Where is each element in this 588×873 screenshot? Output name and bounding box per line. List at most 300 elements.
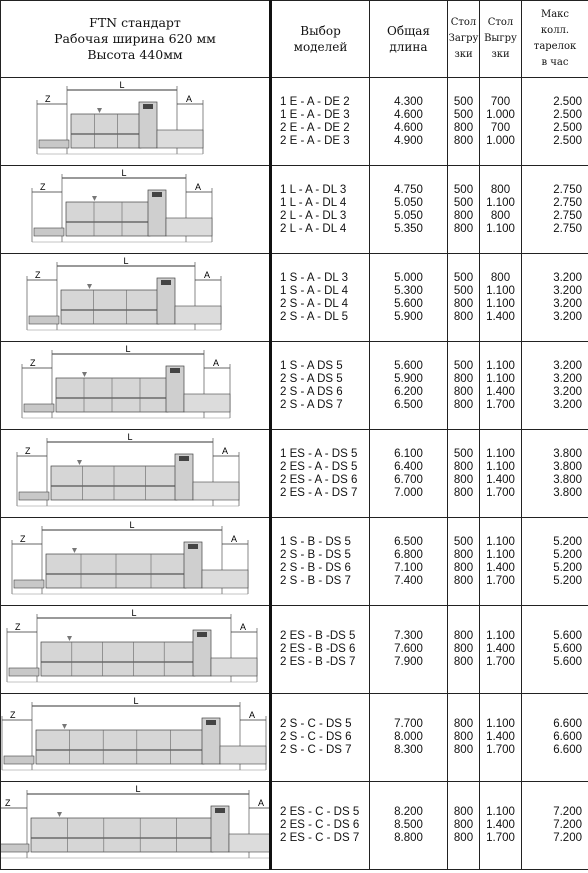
max-plates-per-hour-value: 7.200 [553, 819, 582, 831]
machine-drawing [17, 432, 239, 506]
load-table-size-value: 500 [453, 359, 474, 372]
unload-table-size-value: 800 [490, 271, 511, 284]
load-table-size-value: 800 [453, 460, 474, 473]
total-length-cell [370, 694, 448, 782]
header-load-table [448, 1, 480, 78]
machine-diagram [1, 608, 269, 692]
unload-table-size-cell [480, 694, 522, 782]
unload-table-size-value: 700 [490, 121, 511, 134]
total-length-value: 4.300 [394, 95, 423, 108]
load-table [4, 756, 34, 764]
load-table-size-value: 800 [453, 209, 474, 222]
max-plates-per-hour-value: 5.200 [553, 561, 582, 574]
machine-drawing [7, 608, 257, 682]
marker-triangle [97, 108, 102, 113]
unload-table-size-value: 800 [490, 183, 511, 196]
header-unload-line: Стол [487, 17, 514, 28]
marker-triangle [72, 548, 77, 553]
total-length-value: 6.200 [394, 385, 423, 398]
label-L: L [123, 255, 129, 266]
label-Z: Z [10, 709, 16, 720]
unload-table-size-value: 1.100 [486, 460, 515, 473]
max-plates-per-hour-value: 3.200 [553, 297, 582, 310]
max-plates-per-hour-cell [522, 430, 588, 518]
model-names-value: 2 ES - B -DS 7 [280, 656, 356, 668]
max-plates-per-hour-value: 3.200 [553, 385, 582, 398]
load-table-size-value: 500 [453, 196, 474, 209]
unload-table-size-value: 1.700 [486, 486, 515, 499]
load-table-size-cell [448, 782, 480, 870]
max-plates-per-hour-value: 2.500 [553, 134, 582, 147]
label-A: A [249, 709, 256, 720]
machine-diagram [1, 784, 269, 868]
unload-table-size-value: 1.100 [486, 222, 515, 235]
max-plates-per-hour-value: 2.500 [553, 108, 582, 121]
label-Z: Z [20, 533, 26, 544]
unload-table-size-value: 1.100 [486, 196, 515, 209]
load-table-size-value: 800 [453, 656, 474, 668]
model-names-value: 2 S - B - DS 7 [280, 574, 351, 587]
label-L: L [125, 343, 131, 354]
model-names-cell [271, 430, 370, 518]
unload-table-size-value: 1.700 [486, 832, 515, 844]
total-length-value: 6.100 [394, 447, 423, 460]
table-row [1, 342, 588, 430]
max-plates-per-hour-value: 3.800 [553, 447, 582, 460]
model-names-cell [271, 606, 370, 694]
model-names-cell [271, 78, 370, 166]
max-plates-per-hour-value: 3.200 [553, 284, 582, 297]
load-table-size-value: 800 [453, 486, 474, 499]
unload-table-size-value: 1.100 [486, 284, 515, 297]
header-max-line: тарелок [533, 41, 577, 52]
unload-table-size-cell [480, 342, 522, 430]
model-names-value: 2 E - A - DE 3 [280, 134, 350, 147]
max-plates-per-hour-cell [522, 342, 588, 430]
total-length-value: 8.200 [394, 806, 423, 818]
load-table-size-value: 800 [453, 832, 474, 844]
model-names-value: 2 S - A DS 7 [280, 398, 343, 411]
load-table-size-value: 800 [453, 398, 474, 411]
load-table-size-value: 500 [453, 183, 474, 196]
unload-table-size-cell [480, 518, 522, 606]
total-length-value: 5.300 [394, 284, 423, 297]
load-table-size-value: 800 [453, 222, 474, 235]
load-table-size-value: 800 [453, 548, 474, 561]
load-table-size-value: 800 [453, 372, 474, 385]
model-names-value: 2 S - C - DS 7 [280, 744, 352, 756]
model-names-value: 1 E - A - DE 3 [280, 108, 350, 121]
unload-table-size-value: 1.400 [486, 385, 515, 398]
model-names-value: 2 S - A DS 5 [280, 372, 343, 385]
total-length-value: 7.000 [394, 486, 423, 499]
max-plates-per-hour-value: 7.200 [553, 832, 582, 844]
load-table-size-cell [448, 342, 480, 430]
header-load-line: зки [454, 49, 473, 60]
model-names-value: 2 S - A - DL 4 [280, 297, 348, 310]
table-body [1, 78, 588, 870]
model-names-value: 2 ES - C - DS 6 [280, 819, 360, 831]
load-table-size-value: 800 [453, 643, 474, 655]
load-table-size-value: 800 [453, 630, 474, 642]
unload-table [211, 658, 257, 676]
model-names-value: 2 ES - C - DS 5 [280, 806, 360, 818]
model-names-value: 1 S - A DS 5 [280, 359, 343, 372]
label-L: L [119, 79, 125, 90]
label-A: A [240, 621, 247, 632]
load-table-size-value: 800 [453, 385, 474, 398]
model-names-value: 2 S - C - DS 5 [280, 718, 352, 730]
total-length-value: 7.100 [394, 561, 423, 574]
unload-table-size-value: 1.400 [486, 473, 515, 486]
header-length [370, 1, 448, 78]
header-unload-line: зки [491, 49, 510, 60]
total-length-cell [370, 166, 448, 254]
table-row [1, 254, 588, 342]
max-plates-per-hour-value: 2.750 [553, 209, 582, 222]
model-names-cell [271, 694, 370, 782]
total-length-cell [370, 518, 448, 606]
load-table [14, 580, 44, 588]
unload-table-size-value: 1.400 [486, 819, 515, 831]
total-length-value: 6.800 [394, 548, 423, 561]
machine-diagram [1, 168, 269, 252]
load-table [19, 492, 49, 500]
model-names-value: 1 S - A - DL 4 [280, 284, 348, 297]
load-table-size-cell [448, 694, 480, 782]
load-table-size-cell [448, 166, 480, 254]
total-length-value: 6.400 [394, 460, 423, 473]
unload-table-size-value: 1.700 [486, 656, 515, 668]
max-plates-per-hour-value: 6.600 [553, 731, 582, 743]
header-length-line: длина [389, 40, 428, 54]
label-L: L [133, 695, 139, 706]
machine-diagram-cell [1, 166, 271, 254]
machine-drawing [2, 696, 266, 770]
unload-table-size-value: 1.100 [486, 806, 515, 818]
unload-table-size-value: 1.000 [486, 134, 515, 147]
total-length-value: 5.050 [394, 196, 423, 209]
load-table-size-value: 500 [453, 271, 474, 284]
total-length-value: 5.900 [394, 372, 423, 385]
max-plates-per-hour-value: 3.800 [553, 473, 582, 486]
unload-table-size-value: 1.100 [486, 535, 515, 548]
unload-table-size-value: 1.100 [486, 630, 515, 642]
total-length-value: 7.300 [394, 630, 423, 642]
max-plates-per-hour-value: 5.600 [553, 643, 582, 655]
marker-triangle [57, 812, 62, 817]
header-row [1, 1, 588, 78]
unload-table-size-value: 1.700 [486, 398, 515, 411]
unload-table-size-value: 800 [490, 209, 511, 222]
machine-diagram [1, 520, 269, 604]
model-names-value: 2 L - A - DL 3 [280, 209, 347, 222]
machine-body [61, 290, 159, 324]
unload-table-size-value: 700 [490, 95, 511, 108]
label-A: A [195, 181, 202, 192]
marker-triangle [82, 372, 87, 377]
model-names-value: 2 ES - A - DS 5 [280, 460, 358, 473]
max-plates-per-hour-value: 3.200 [553, 359, 582, 372]
model-names-value: 2 ES - C - DS 7 [280, 832, 360, 844]
machine-diagram-cell [1, 78, 271, 166]
load-table-size-cell [448, 518, 480, 606]
machine-diagram-cell [1, 782, 271, 870]
marker-triangle [92, 196, 97, 201]
header-title [1, 1, 271, 78]
load-table-size-value: 800 [453, 561, 474, 574]
max-plates-per-hour-value: 3.800 [553, 460, 582, 473]
table-row [1, 694, 588, 782]
total-length-value: 5.350 [394, 222, 423, 235]
load-table-size-value: 800 [453, 473, 474, 486]
table-row [1, 606, 588, 694]
total-length-cell [370, 254, 448, 342]
model-names-value: 2 S - C - DS 6 [280, 731, 352, 743]
header-unload-line: Выгру [484, 33, 517, 44]
load-table-size-value: 800 [453, 731, 474, 743]
label-A: A [186, 93, 193, 104]
model-names-value: 1 L - A - DL 4 [280, 196, 347, 209]
machine-drawing [22, 344, 230, 418]
unload-table-size-value: 1.000 [486, 108, 515, 121]
total-length-value: 6.500 [394, 398, 423, 411]
unload-table [193, 482, 239, 500]
control-panel [206, 720, 216, 725]
table-row [1, 166, 588, 254]
total-length-value: 7.400 [394, 574, 423, 587]
machine-diagram [1, 696, 269, 780]
model-names-value: 1 ES - A - DS 5 [280, 447, 358, 460]
model-names-cell [271, 342, 370, 430]
max-plates-per-hour-value: 3.200 [553, 398, 582, 411]
marker-triangle [77, 460, 82, 465]
machine-body [36, 730, 204, 764]
model-names-value: 2 E - A - DE 2 [280, 121, 350, 134]
load-table-size-value: 800 [453, 134, 474, 147]
unload-table [184, 394, 230, 412]
load-table-size-value: 800 [453, 297, 474, 310]
machine-body [66, 202, 150, 236]
label-Z: Z [15, 621, 21, 632]
total-length-value: 5.600 [394, 359, 423, 372]
load-table [39, 140, 69, 148]
load-table-size-cell [448, 606, 480, 694]
machine-drawing [12, 520, 248, 594]
unload-table-size-value: 1.100 [486, 447, 515, 460]
control-panel [152, 192, 162, 197]
max-plates-per-hour-value: 2.500 [553, 95, 582, 108]
max-plates-per-hour-value: 3.800 [553, 486, 582, 499]
load-table-size-cell [448, 430, 480, 518]
unload-table [166, 218, 212, 236]
max-plates-per-hour-value: 5.200 [553, 574, 582, 587]
total-length-cell [370, 430, 448, 518]
label-L: L [129, 519, 135, 530]
load-table [9, 668, 39, 676]
model-names-value: 2 ES - A - DS 7 [280, 486, 358, 499]
control-panel [179, 456, 189, 461]
load-table [1, 844, 29, 852]
model-names-value: 1 S - B - DS 5 [280, 535, 351, 548]
model-names-cell [271, 782, 370, 870]
control-panel [188, 544, 198, 549]
machine-diagram-cell [1, 606, 271, 694]
max-plates-per-hour-value: 2.750 [553, 183, 582, 196]
model-names-value: 2 L - A - DL 4 [280, 222, 347, 235]
marker-triangle [62, 724, 67, 729]
model-names-value: 2 ES - B -DS 6 [280, 643, 356, 655]
machine-diagram-cell [1, 518, 271, 606]
total-length-value: 4.750 [394, 183, 423, 196]
unload-table-size-value: 1.700 [486, 744, 515, 756]
model-names-cell [271, 518, 370, 606]
unload-table-size-value: 1.100 [486, 548, 515, 561]
unload-table-size-cell [480, 166, 522, 254]
unload-table-size-cell [480, 782, 522, 870]
model-names-value: 2 S - B - DS 5 [280, 548, 351, 561]
max-plates-per-hour-value: 3.200 [553, 271, 582, 284]
control-panel [170, 368, 180, 373]
total-length-value: 5.900 [394, 310, 423, 323]
header-load-line: Загру [448, 33, 479, 44]
load-table-size-value: 500 [453, 535, 474, 548]
load-table-size-value: 800 [453, 574, 474, 587]
total-length-value: 7.700 [394, 718, 423, 730]
load-table-size-value: 800 [453, 310, 474, 323]
label-L: L [131, 607, 137, 618]
max-plates-per-hour-value: 3.200 [553, 310, 582, 323]
max-plates-per-hour-value: 5.600 [553, 630, 582, 642]
load-table-size-value: 500 [453, 108, 474, 121]
label-L: L [121, 167, 127, 178]
total-length-value: 8.800 [394, 832, 423, 844]
unload-table-size-value: 1.700 [486, 574, 515, 587]
header-length-line: Общая [387, 24, 430, 38]
max-plates-per-hour-value: 3.200 [553, 372, 582, 385]
unload-table-size-cell [480, 78, 522, 166]
max-plates-per-hour-cell [522, 78, 588, 166]
label-Z: Z [35, 269, 41, 280]
total-length-value: 7.900 [394, 656, 423, 668]
label-Z: Z [30, 357, 36, 368]
load-table-size-value: 800 [453, 121, 474, 134]
model-names-value: 2 S - A DS 6 [280, 385, 343, 398]
load-table-size-value: 800 [453, 744, 474, 756]
max-plates-per-hour-value: 5.200 [553, 535, 582, 548]
model-names-value: 1 E - A - DE 2 [280, 95, 350, 108]
header-title-line: Высота 440мм [87, 47, 183, 62]
total-length-value: 4.900 [394, 134, 423, 147]
model-names-value: 2 ES - A - DS 6 [280, 473, 358, 486]
machine-diagram [1, 80, 269, 164]
label-Z: Z [25, 445, 31, 456]
max-plates-per-hour-value: 2.750 [553, 196, 582, 209]
load-table-size-cell [448, 254, 480, 342]
machine-diagram-cell [1, 694, 271, 782]
max-plates-per-hour-value: 2.750 [553, 222, 582, 235]
total-length-cell [370, 606, 448, 694]
load-table [29, 316, 59, 324]
unload-table-size-cell [480, 430, 522, 518]
load-table-size-value: 800 [453, 819, 474, 831]
unload-table [220, 746, 266, 764]
max-plates-per-hour-value: 2.500 [553, 121, 582, 134]
machine-diagram [1, 432, 269, 516]
max-plates-per-hour-cell [522, 518, 588, 606]
model-names-value: 1 L - A - DL 3 [280, 183, 347, 196]
total-length-cell [370, 342, 448, 430]
unload-table-size-value: 1.100 [486, 372, 515, 385]
load-table-size-cell [448, 78, 480, 166]
max-plates-per-hour-cell [522, 782, 588, 870]
header-max-line: в час [541, 57, 569, 68]
control-panel [161, 280, 171, 285]
label-A: A [213, 357, 220, 368]
label-A: A [204, 269, 211, 280]
model-names-cell [271, 166, 370, 254]
max-plates-per-hour-cell [522, 166, 588, 254]
machine-diagram-cell [1, 342, 271, 430]
header-unload-table [480, 1, 522, 78]
machine-diagram [1, 344, 269, 428]
unload-table-size-value: 1.100 [486, 297, 515, 310]
label-A: A [222, 445, 229, 456]
machine-body [71, 114, 141, 148]
table-row [1, 430, 588, 518]
unload-table-size-cell [480, 606, 522, 694]
header-models-line: моделей [293, 40, 348, 54]
header-title-line: Рабочая ширина 620 мм [54, 31, 216, 46]
load-table-size-value: 500 [453, 284, 474, 297]
unload-table-size-value: 1.400 [486, 731, 515, 743]
control-panel [143, 104, 153, 109]
total-length-value: 5.600 [394, 297, 423, 310]
label-Z: Z [45, 93, 51, 104]
total-length-value: 6.700 [394, 473, 423, 486]
max-plates-per-hour-value: 5.200 [553, 548, 582, 561]
load-table-size-value: 500 [453, 447, 474, 460]
machine-drawing [32, 168, 212, 242]
label-Z: Z [40, 181, 46, 192]
max-plates-per-hour-value: 7.200 [553, 806, 582, 818]
model-names-cell [271, 254, 370, 342]
unload-table [157, 130, 203, 148]
header-max-line: Макс [540, 9, 570, 20]
total-length-value: 5.000 [394, 271, 423, 284]
max-plates-per-hour-cell [522, 694, 588, 782]
label-A: A [231, 533, 238, 544]
unload-table-size-value: 1.400 [486, 310, 515, 323]
load-table-size-value: 800 [453, 806, 474, 818]
unload-table [175, 306, 221, 324]
machine-drawing [27, 256, 221, 330]
header-models [271, 1, 370, 78]
max-plates-per-hour-value: 6.600 [553, 744, 582, 756]
total-length-value: 8.500 [394, 819, 423, 831]
model-names-value: 2 S - A - DL 5 [280, 310, 348, 323]
header-max-plates [522, 1, 588, 78]
total-length-value: 8.300 [394, 744, 423, 756]
machine-body [41, 642, 195, 676]
label-Z: Z [5, 797, 11, 808]
unload-table-size-value: 1.400 [486, 561, 515, 574]
total-length-value: 4.600 [394, 121, 423, 134]
control-panel [215, 808, 225, 813]
machine-diagram-cell [1, 254, 271, 342]
header-load-line: Стол [450, 17, 477, 28]
machine-body [31, 818, 213, 852]
